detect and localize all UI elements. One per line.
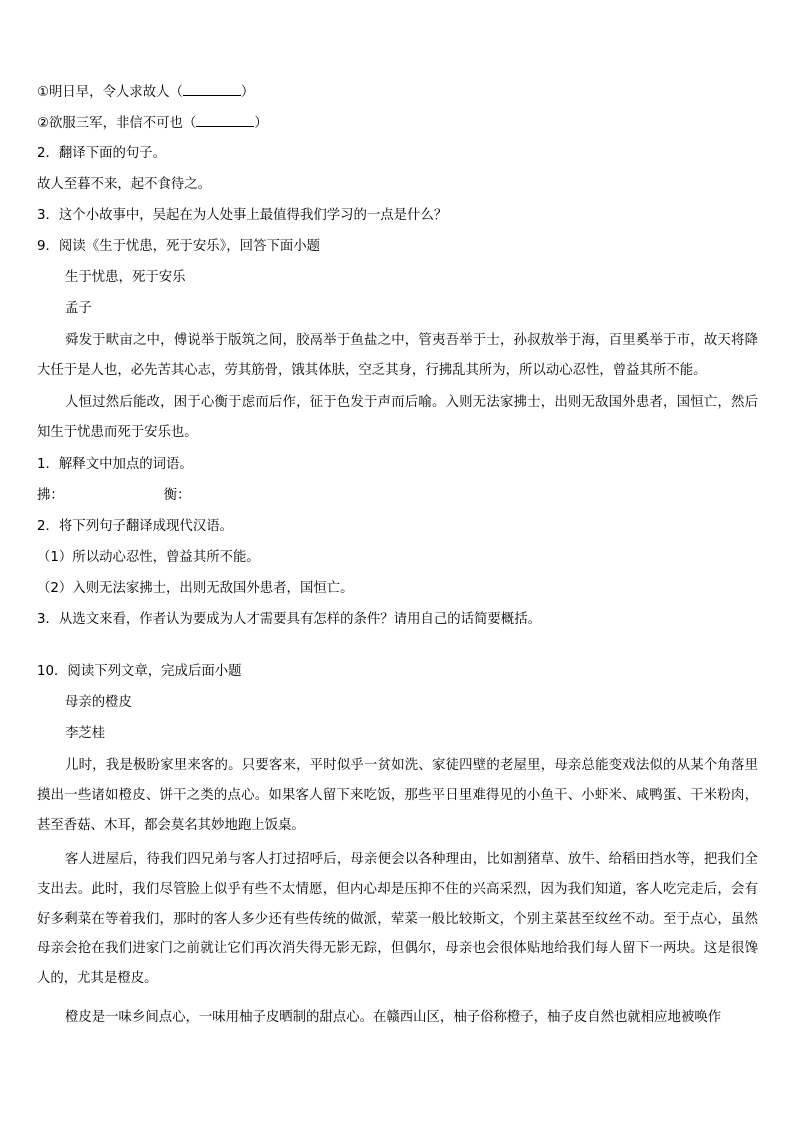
q1-item2-blank <box>196 113 254 127</box>
q1-item1-text: ①明日早，令人求故人（ <box>37 85 183 100</box>
q1-item1-blank <box>183 82 241 96</box>
q9-heading: 9．阅读《生于忧患，死于安乐》，回答下面小题 <box>37 239 321 254</box>
q9-word-fu: 拂： <box>37 488 64 503</box>
q1-item1 <box>37 82 254 102</box>
q10-heading: 10．阅读下列文章，完成后面小题 <box>37 664 242 679</box>
q9-sub2-1: （1）所以动心忍性，曾益其所不能。 <box>37 550 260 565</box>
q9-title: 生于忧患，死于安乐 <box>65 270 186 285</box>
q1-item1-close: ） <box>240 85 255 100</box>
q3-label: 3．这个小故事中，吴起在为人处事上最值得我们学习的一点是什么？ <box>37 208 448 223</box>
q9-sub1: 1．解释文中加点的词语。 <box>37 457 193 472</box>
q10-paragraph-3: 橙皮是一味乡间点心，一味用柚子皮晒制的甜点心。在赣西山区，柚子俗称橙子，柚子皮自然也就相应地被唤作 <box>65 1010 722 1025</box>
q1-item2-close: ） <box>254 116 268 131</box>
q1-item2-text: ②欲服三军，非信不可也（ <box>37 116 197 131</box>
q9-sub2: 2．将下列句子翻译成现代汉语。 <box>37 519 233 534</box>
q9-paragraph-1: 舜发于畎亩之中，傅说举于版筑之间，胶鬲举于鱼盐之中，管夷吾举于士，孙叔敖举于海，百里奚举于市，故天将降大任于是人也，必先苦其心志，劳其筋骨，饿其体肤，空乏其身，行拂乱其所为，所以动心忍性，曾益其所不能。 <box>37 333 758 378</box>
q1-item2 <box>37 113 268 133</box>
q9-sub2-2: （2）入则无法家拂士，出则无敌国外患者，国恒亡。 <box>37 581 354 596</box>
q10-title: 母亲的橙皮 <box>65 695 132 710</box>
q2-sentence: 故人至暮不来，起不食待之。 <box>37 177 212 192</box>
q10-author: 李芝桂 <box>65 726 106 741</box>
q10-paragraph-1: 儿时，我是极盼家里来客的。只要客来，平时似乎一贫如洗、家徒四壁的老屋里，母亲总能变戏法似的从某个角落里摸出一些诸如橙皮、饼干之类的点心。如果客人留下来吃饭，那些平日里难得见的小鱼干、小虾米、咸鸭蛋、干米粉肉，甚至香菇、木耳，都会莫名其妙地跑上饭桌。 <box>37 758 758 833</box>
q9-author: 孟子 <box>65 301 92 316</box>
q10-paragraph-2: 客人进屋后，待我们四兄弟与客人打过招呼后，母亲便会以各种理由，比如割猪草、放牛、给稻田挡水等，把我们全支出去。此时，我们尽管脸上似乎有些不太情愿，但内心却是压抑不住的兴高采烈，因为我们知道，客人吃完走后，会有好多剩菜在等着我们，那时的客人多少还有些传统的做派，荤菜一般比较斯文，个别主菜甚至纹丝不动。至于点心，虽然母亲会抢在我们进家门之前就让它们再次消失得无影无踪，但偶尔，母亲也会很体贴地给我们每人留下一两块。这是很馋人的，尤其是橙皮。 <box>37 852 758 987</box>
q9-paragraph-2: 人恒过然后能改，困于心衡于虑而后作，征于色发于声而后喻。入则无法家拂士，出则无敌国外患者，国恒亡，然后知生于忧患而死于安乐也。 <box>37 395 758 440</box>
q9-sub1-words <box>37 487 191 505</box>
q9-word-heng: 衡： <box>163 488 191 503</box>
q2-label: 2．翻译下面的句子。 <box>37 146 167 161</box>
q9-sub3: 3．从选文来看，作者认为要成为人才需要具有怎样的条件？请用自己的话简要概括。 <box>37 612 541 627</box>
